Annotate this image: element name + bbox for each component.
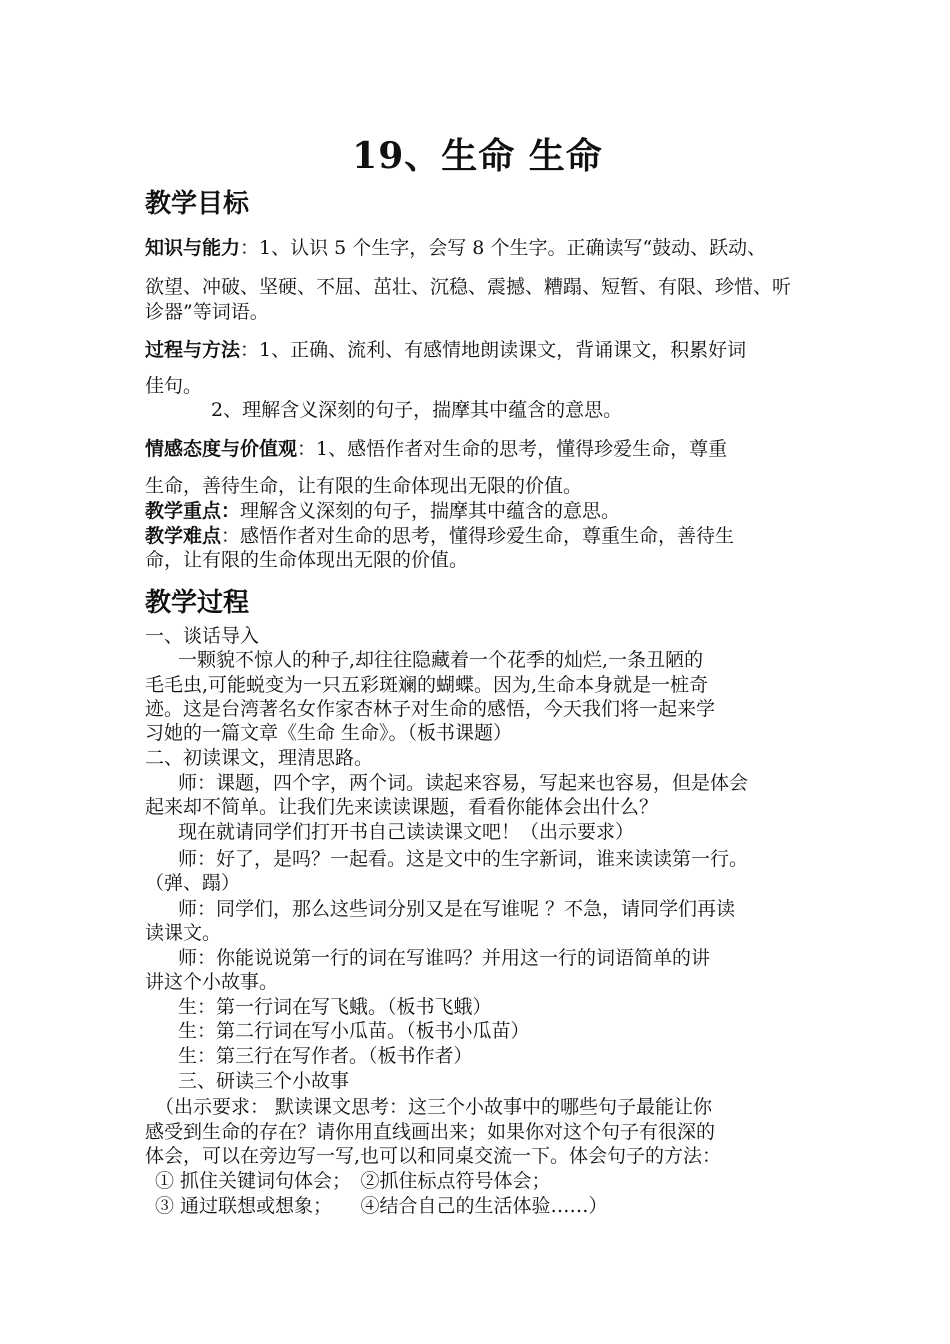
section2-heading: 二、初读课文，理清思路。: [145, 747, 374, 769]
section2-line-3: 现在就请同学们打开书自己读读课文吧！（出示要求）: [178, 821, 635, 843]
section2-line-8: 师：你能说说第一行的词在写谁吗？并用这一行的词语简单的讲: [178, 947, 711, 969]
section2-line-1: 师：课题，四个字，两个词。读起来容易，写起来也容易，但是体会: [178, 772, 749, 794]
section2-line-7: 读课文。: [145, 922, 222, 944]
section2-line-11: 生：第二行词在写小瓜苗。（板书小瓜苗）: [178, 1020, 530, 1042]
document-page: [145, 0, 810, 1344]
knowledge-label: 知识与能力: [145, 237, 241, 259]
section3-line-5: ③ 通过联想或想象； ④结合自己的生活体验……）: [155, 1195, 608, 1217]
section3-line-4: ① 抓住关键词句体会； ②抓住标点符号体会；: [155, 1170, 551, 1192]
process-line-2: 佳句。: [145, 375, 203, 397]
difficulty-line-1: 教学难点：感悟作者对生命的思考，懂得珍爱生命，尊重生命，善待生: [145, 525, 735, 547]
section1-line-3: 迹。这是台湾著名女作家杏林子对生命的感悟，今天我们将一起来学: [145, 698, 716, 720]
goals-heading: 教学目标: [145, 189, 250, 219]
emotion-line-2: 生命，善待生命，让有限的生命体现出无限的价值。: [145, 475, 583, 497]
section2-line-9: 讲这个小故事。: [145, 971, 279, 993]
difficulty-label: 教学难点: [145, 525, 222, 547]
emotion-label: 情感态度与价值观: [145, 438, 298, 460]
section1-line-2: 毛毛虫,可能蜕变为一只五彩斑斓的蝴蝶。因为,生命本身就是一桩奇: [145, 674, 709, 696]
section2-line-2: 起来却不简单。让我们先来读读课题，看看你能体会出什么？: [145, 796, 659, 818]
process-label: 过程与方法: [145, 339, 241, 361]
section3-line-2: 感受到生命的存在？请你用直线画出来；如果你对这个句子有很深的: [145, 1121, 716, 1143]
lesson-title: 19、生命 生命: [352, 135, 603, 177]
key-point-line: 教学重点：理解含义深刻的句子，揣摩其中蕴含的意思。: [145, 500, 621, 522]
section1-line-4: 习她的一篇文章《生命 生命》。（板书课题）: [145, 722, 513, 744]
process-line-1: 过程与方法：1、正确、流利、有感情地朗读课文，背诵课文，积累好词: [145, 339, 747, 361]
knowledge-line-1: 知识与能力：1、认识 5 个生字，会写 8 个生字。正确读写“鼓动、跃动、: [145, 237, 767, 259]
section1-line-1: 一颗貌不惊人的种子,却往往隐藏着一个花季的灿烂,一条丑陋的: [178, 649, 704, 671]
process-heading: 教学过程: [145, 588, 250, 618]
section2-line-10: 生：第一行词在写飞蛾。（板书飞蛾）: [178, 996, 492, 1018]
section2-line-6: 师：同学们，那么这些词分别又是在写谁呢 ？不急，请同学们再读: [178, 898, 736, 920]
difficulty-line-2: 命，让有限的生命体现出无限的价值。: [145, 549, 469, 571]
section2-line-4: 师：好了，是吗？一起看。这是文中的生字新词，谁来读读第一行。: [178, 848, 749, 870]
section3-line-1: （出示要求： 默读课文思考：这三个小故事中的哪些句子最能让你: [155, 1096, 713, 1118]
knowledge-line-2: 欲望、冲破、坚硬、不屈、茁壮、沉稳、震撼、糟蹋、短暂、有限、珍惜、听: [145, 276, 792, 298]
emotion-line-1: 情感态度与价值观：1、感悟作者对生命的思考，懂得珍爱生命，尊重: [145, 438, 728, 460]
section2-line-12: 生：第三行在写作者。（板书作者）: [178, 1045, 473, 1067]
section1-heading: 一、谈话导入: [145, 625, 260, 647]
knowledge-line-3: 诊器”等词语。: [145, 301, 269, 323]
section3-heading: 三、研读三个小故事: [178, 1070, 350, 1092]
key-point-label: 教学重点：: [145, 500, 241, 522]
section3-line-3: 体会，可以在旁边写一写,也可以和同桌交流一下。体会句子的方法：: [145, 1145, 722, 1167]
section2-line-5: （弹、蹋）: [145, 872, 241, 894]
process-line-3: 2、理解含义深刻的句子，揣摩其中蕴含的意思。: [211, 399, 623, 421]
